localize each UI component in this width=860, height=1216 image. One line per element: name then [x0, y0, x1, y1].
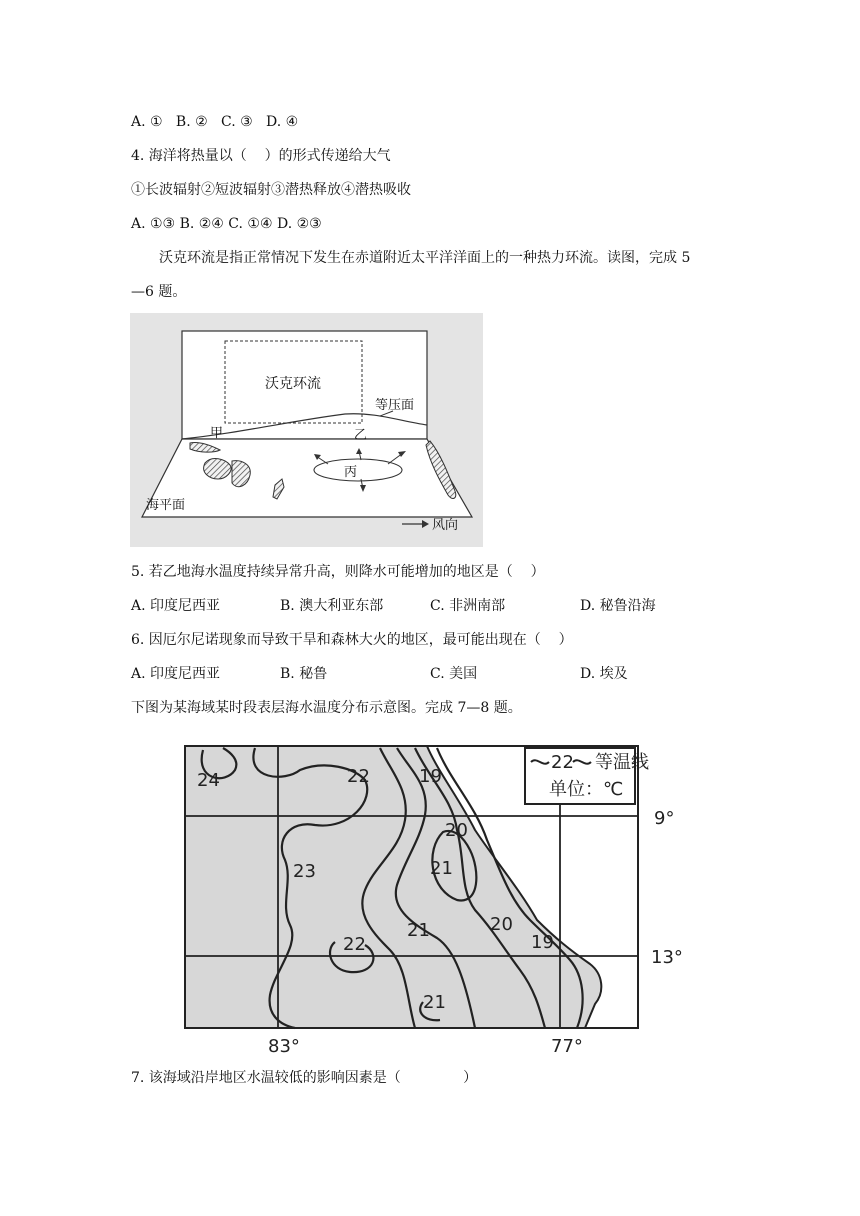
australia-landmass — [204, 459, 231, 479]
q4-options: A. ①③ B. ②④ C. ①④ D. ②③ — [131, 216, 322, 232]
isotherm-label: 24 — [197, 770, 220, 791]
q5-option-c: C. 非洲南部 — [430, 598, 506, 614]
q6-stem: 6. 因厄尔尼诺现象而导致干旱和森林大火的地区，最可能出现在（ ） — [131, 632, 573, 648]
q3-options: A. ① B. ② C. ③ D. ④ — [131, 114, 299, 130]
q6-option-c: C. 美国 — [430, 666, 478, 682]
legend-unit: 单位：℃ — [549, 779, 624, 800]
legend-sample-value: 22 — [551, 752, 574, 773]
sst-isotherm-map — [175, 740, 695, 1062]
isotherm-label: 21 — [430, 858, 453, 879]
intro-78: 下图为某海域某时段表层海水温度分布示意图。完成 7—8 题。 — [131, 700, 522, 716]
q5-option-d: D. 秘鲁沿海 — [580, 598, 656, 614]
q4-stem: 4. 海洋将热量以（ ）的形式传递给大气 — [131, 148, 391, 164]
q7-stem: 7. 该海域沿岸地区水温较低的影响因素是（ ） — [131, 1070, 478, 1086]
legend-title: 等温线 — [595, 752, 649, 773]
q6-option-b: B. 秘鲁 — [280, 666, 328, 682]
sea-plane — [142, 439, 472, 517]
q6-option-a: A. 印度尼西亚 — [131, 666, 221, 682]
sea-level-label: 海平面 — [146, 498, 186, 513]
lon-83-label: 83° — [268, 1036, 300, 1057]
wind-label: 风向 — [432, 518, 459, 533]
isotherm-label: 20 — [490, 914, 513, 935]
isotherm-label: 20 — [445, 820, 468, 841]
intro-56-line2: —6 题。 — [131, 284, 187, 300]
intro-56-line1: 沃克环流是指正常情况下发生在赤道附近太平洋洋面上的一种热力环流。读图，完成 5 — [159, 250, 691, 266]
q5-option-b: B. 澳大利亚东部 — [280, 598, 384, 614]
q6-option-d: D. 埃及 — [580, 666, 628, 682]
q5-option-a: A. 印度尼西亚 — [131, 598, 221, 614]
isotherm-label: 19 — [419, 766, 442, 787]
lon-77-label: 77° — [551, 1036, 583, 1057]
lat-9-label: 9° — [654, 808, 675, 829]
walker-circulation-figure — [130, 313, 483, 547]
isobar-label: 等压面 — [375, 398, 415, 413]
bing-label: 丙 — [344, 465, 358, 480]
isotherm-label: 19 — [531, 932, 554, 953]
walker-label: 沃克环流 — [265, 376, 321, 392]
isotherm-label: 22 — [347, 766, 370, 787]
yi-label: 乙 — [354, 428, 368, 443]
isotherm-label: 21 — [423, 992, 446, 1013]
q4-items: ①长波辐射②短波辐射③潜热释放④潜热吸收 — [131, 182, 411, 198]
jia-label: 甲 — [210, 426, 224, 441]
isotherm-label: 21 — [407, 920, 430, 941]
q5-stem: 5. 若乙地海水温度持续异常升高，则降水可能增加的地区是（ ） — [131, 564, 545, 580]
lat-13-label: 13° — [651, 947, 683, 968]
isotherm-label: 22 — [343, 934, 366, 955]
isotherm-label: 23 — [293, 861, 316, 882]
